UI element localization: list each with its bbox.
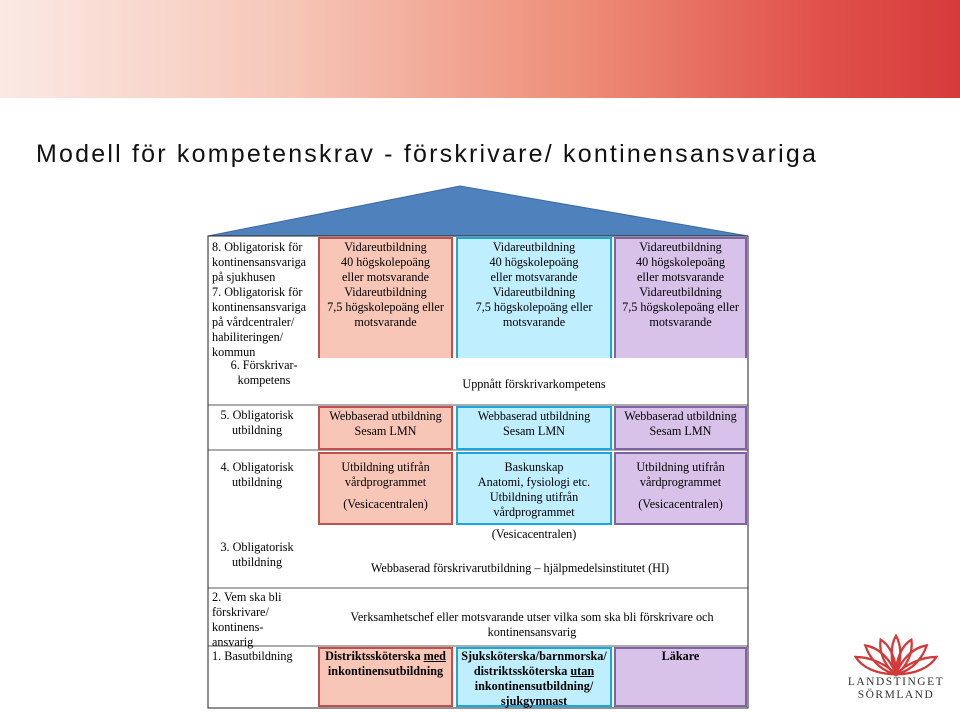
achieved-competence: Uppnått förskrivarkompetens [462,377,606,391]
col3-edu-text: Utbildning utifrån vårdprogrammet (Vesicacentralen) [636,460,725,511]
col1-web-text: Webbaserad utbildning Sesam LMN [329,409,442,438]
page-title: Modell för kompetenskrav - förskrivare/ kontinensansvariga [36,140,819,168]
col1-top-text: Vidareutbildning 40 högskolepoäng eller motsvarande Vidareutbildning 7,5 högskolepoäng eller motsvarande [327,240,444,329]
level-1-label: 1. Basutbildning [212,649,293,663]
level-5-label: 5. Obligatorisk utbildning [220,408,294,437]
level-3-label: 3. Obligatorisk utbildning [220,540,294,569]
level-8-label: 8. Obligatorisk för kontinensansvariga på sjukhusen [212,240,307,284]
col3-base-text: Läkare [661,649,700,663]
logo-text-line1: LANDSTINGET [847,676,945,688]
web-hi-text: Webbaserad förskrivarutbildning – hjälpmedelsinstitutet (HI) [370,561,670,575]
who-text: Verksamhetschef eller motsvarande utser vilka som ska bli förskrivare och kontinensansvarig [350,610,714,639]
level-7-label: 7. Obligatorisk för kontinensansvariga på vårdcentraler/ habiliteringen/ kommun [212,285,307,359]
level-4-label: 4. Obligatorisk utbildning [220,460,294,489]
logo-text-line2: SÖRMLAND [857,689,935,701]
col1-edu-text: Utbildning utifrån vårdprogrammet (Vesicacentralen) [341,460,430,511]
lotus-flower-icon [848,632,944,680]
col2-edu-text: Baskunskap Anatomi, fysiologi etc. Utbildning utifrån vårdprogrammet (Vesicacentralen) [477,460,591,541]
roof-shape [208,186,748,236]
col2-base-text: Sjuksköterska/barnmorska/ distriktssköterska utan inkontinensutbildning/ sjukgymnast [461,649,607,708]
level-6-label: 6. Förskrivar-kompetens [230,358,298,387]
col3-top-text: Vidareutbildning 40 högskolepoäng eller motsvarande Vidareutbildning 7,5 högskolepoäng eller motsvarande [622,240,739,329]
col3-web-text: Webbaserad utbildning Sesam LMN [624,409,737,438]
col1-base-text: Distriktssköterska med inkontinensutbildning [325,649,446,678]
col2-web-text: Webbaserad utbildning Sesam LMN [477,409,591,438]
level-2-label: 2. Vem ska bli förskrivare/ kontinens-ansvarig [212,590,282,649]
col2-top-text: Vidareutbildning 40 högskolepoäng eller motsvarande Vidareutbildning 7,5 högskolepoäng eller motsvarande [475,240,593,329]
